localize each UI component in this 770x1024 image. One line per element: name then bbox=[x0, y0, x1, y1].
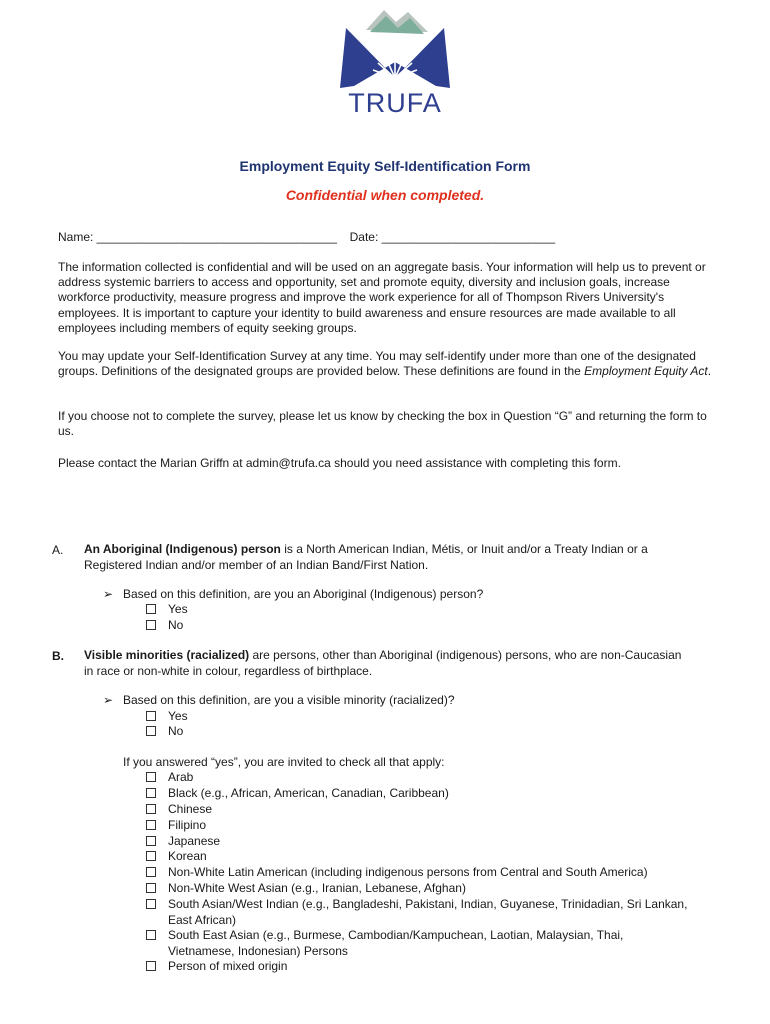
contact-paragraph: Please contact the Marian Griffn at admin@trufa.ca should you need assistance with completing this form. bbox=[58, 456, 621, 470]
option-label: South East Asian (e.g., Burmese, Cambodian/Kampuchean, Laotian, Malaysian, Thai, Vietnamese, Indonesian) Persons bbox=[168, 928, 624, 958]
section-b-definition bbox=[84, 648, 694, 679]
group-option[interactable] bbox=[146, 865, 648, 881]
group-option[interactable] bbox=[146, 770, 193, 786]
arrow-bullet-icon: ➢ bbox=[103, 693, 114, 707]
confidential-notice: Confidential when completed. bbox=[285, 187, 485, 203]
section-b-option-yes[interactable] bbox=[146, 709, 188, 725]
logo-wordmark: TRUFA bbox=[348, 88, 442, 118]
option-label: Black (e.g., African, American, Canadian, Caribbean) bbox=[168, 786, 449, 800]
section-b-followup: If you answered “yes”, you are invited to check all that apply: bbox=[123, 755, 445, 769]
option-label: Chinese bbox=[168, 802, 213, 816]
checkbox[interactable] bbox=[146, 604, 156, 614]
name-date-line bbox=[58, 230, 718, 245]
arrow-bullet-icon: ➢ bbox=[103, 587, 114, 601]
group-option[interactable] bbox=[146, 928, 706, 959]
checkbox[interactable] bbox=[146, 961, 156, 971]
section-a-option-no[interactable] bbox=[146, 618, 183, 634]
section-a-term: An Aboriginal (Indigenous) person bbox=[84, 542, 281, 556]
group-option[interactable] bbox=[146, 959, 287, 975]
group-option[interactable] bbox=[146, 786, 449, 802]
group-option[interactable] bbox=[146, 818, 206, 834]
group-option[interactable] bbox=[146, 834, 220, 850]
section-b-question bbox=[103, 693, 703, 707]
checkbox[interactable] bbox=[146, 820, 156, 830]
option-label: No bbox=[168, 724, 184, 738]
checkbox[interactable] bbox=[146, 899, 156, 909]
option-label: Arab bbox=[168, 770, 194, 784]
checkbox[interactable] bbox=[146, 620, 156, 630]
checkbox[interactable] bbox=[146, 788, 156, 798]
option-label: Non-White West Asian (e.g., Iranian, Lebanese, Afghan) bbox=[168, 881, 466, 895]
group-option[interactable] bbox=[146, 881, 466, 897]
section-b-question-text: Based on this definition, are you a visible minority (racialized)? bbox=[123, 693, 455, 707]
checkbox[interactable] bbox=[146, 851, 156, 861]
checkbox[interactable] bbox=[146, 836, 156, 846]
option-label: Yes bbox=[168, 709, 188, 723]
intro-paragraph-3: If you choose not to complete the survey, please let us know by checking the box in Question “G” and returning the form to us. bbox=[58, 409, 707, 439]
section-a-question bbox=[103, 587, 703, 601]
option-label: No bbox=[168, 618, 184, 632]
section-a-option-yes[interactable] bbox=[146, 602, 188, 618]
option-label: Yes bbox=[168, 602, 188, 616]
option-label: Person of mixed origin bbox=[168, 959, 288, 973]
checkbox[interactable] bbox=[146, 772, 156, 782]
checkbox[interactable] bbox=[146, 711, 156, 721]
checkbox[interactable] bbox=[146, 883, 156, 893]
section-a-definition bbox=[84, 542, 694, 573]
section-b-option-no[interactable] bbox=[146, 724, 183, 740]
group-option[interactable] bbox=[146, 802, 212, 818]
section-b-term: Visible minorities (racialized) bbox=[84, 648, 250, 662]
trufa-logo bbox=[326, 8, 464, 132]
option-label: Non-White Latin American (including indigenous persons from Central and South America) bbox=[168, 865, 648, 879]
employment-equity-act: Employment Equity Act bbox=[584, 364, 708, 379]
group-option[interactable] bbox=[146, 897, 706, 928]
intro-paragraph-2 bbox=[58, 349, 718, 379]
section-b-letter: B. bbox=[52, 649, 64, 663]
group-option[interactable] bbox=[146, 849, 207, 865]
option-label: Korean bbox=[168, 849, 207, 863]
section-b-definition-text: are persons, other than Aboriginal (indigenous) persons, who are non-Caucasian in race or non-white in colour, regardless of birthplace. bbox=[84, 648, 682, 678]
intro-paragraph-2-end: . bbox=[707, 364, 712, 379]
option-label: South Asian/West Indian (e.g., Bangladeshi, Pakistani, Indian, Guyanese, Trinidadian, Sri Lankan, East African) bbox=[168, 897, 688, 927]
section-a-question-text: Based on this definition, are you an Aboriginal (Indigenous) person? bbox=[123, 587, 484, 601]
checkbox[interactable] bbox=[146, 930, 156, 940]
checkbox[interactable] bbox=[146, 804, 156, 814]
checkbox[interactable] bbox=[146, 867, 156, 877]
checkbox[interactable] bbox=[146, 726, 156, 736]
section-a-definition-text: is a North American Indian, Métis, or Inuit and/or a Treaty Indian or a Registered Indian and/or member of an Indian Band/First Nation. bbox=[84, 542, 648, 572]
intro-paragraph-2-text: You may update your Self-Identification Survey at any time. You may self-identify under more than one of the designated groups. Definitions of the designated groups are provided below. These definitions are found in the bbox=[58, 349, 696, 379]
option-label: Filipino bbox=[168, 818, 207, 832]
name-field[interactable]: Name: ____________________________________ bbox=[58, 230, 337, 244]
option-label: Japanese bbox=[168, 834, 221, 848]
date-field[interactable]: Date: __________________________ bbox=[349, 230, 556, 244]
form-title: Employment Equity Self-Identification Form bbox=[239, 158, 531, 174]
intro-paragraph-1: The information collected is confidential and will be used on an aggregate basis. Your information will help us to prevent or address systemic barriers to access and opportunity, set and promote equity, diversity and inclusion goals, increase workforce productivity, measure progress and improve the work experience for all of Thompson Rivers University's employees. It is important to capture your identity to build awareness and ensure resources are made available to all employees including members of equity seeking groups. bbox=[58, 260, 706, 335]
section-a-letter: A. bbox=[52, 543, 64, 557]
